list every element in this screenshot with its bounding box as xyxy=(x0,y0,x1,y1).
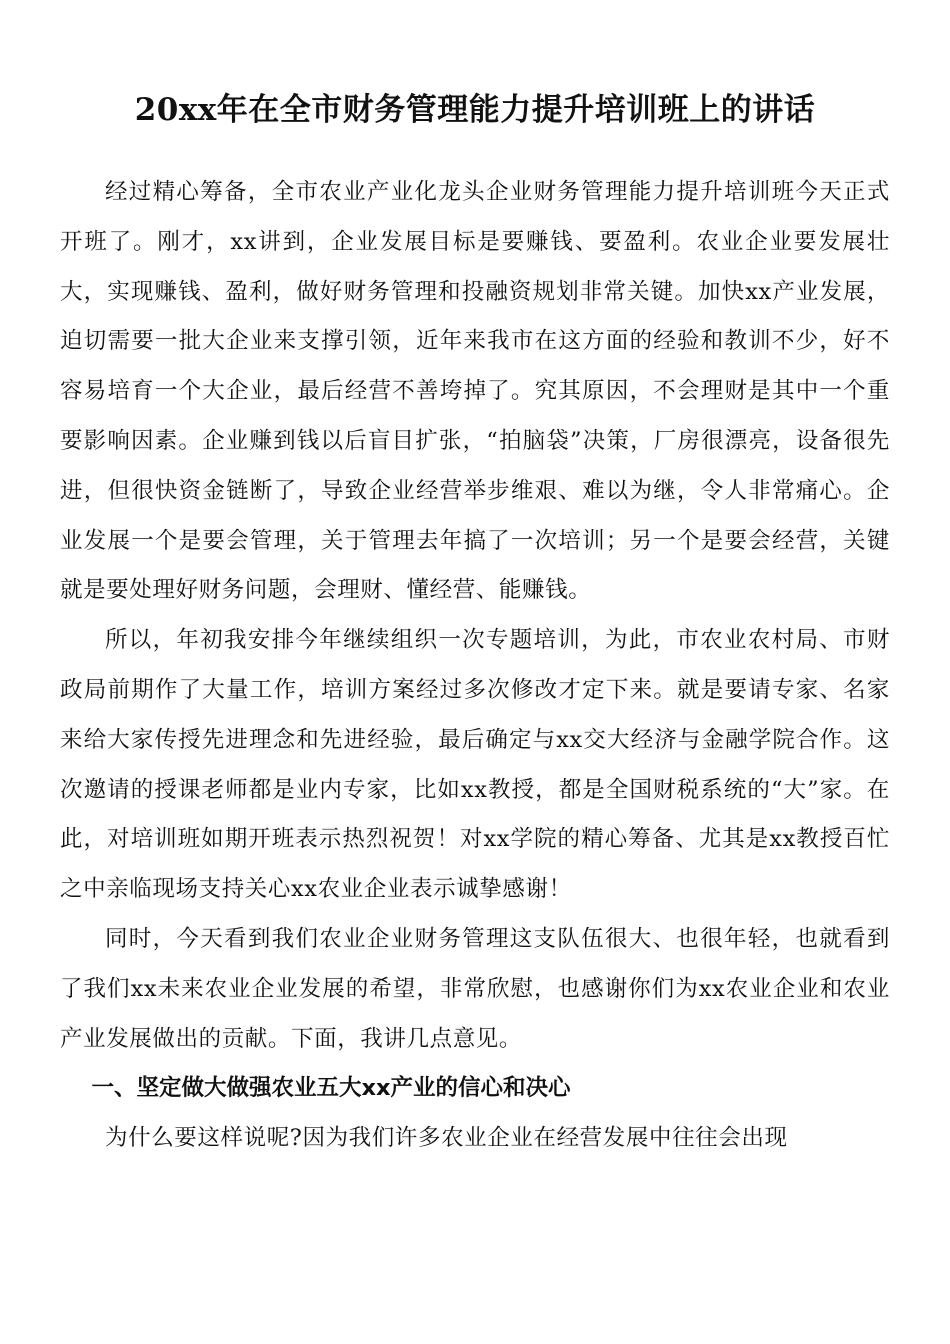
document-title: 20xx年在全市财务管理能力提升培训班上的讲话 xyxy=(134,92,816,128)
body-paragraph-2: 所以，年初我安排今年继续组织一次专题培训，为此，市农业农村局、市财政局前期作了大量工作，培训方案经过多次修改才定下来。就是要请专家、名家来给大家传授先进理念和先进经验，最后确定与xx交大经济与金融学院合作。这次邀请的授课老师都是业内专家，比如xx教授，都是全国财税系统的“大”家。在此，对培训班如期开班表示热烈祝贺！对xx学院的精心筹备、尤其是xx教授百忙之中亲临现场支持关心xx农业企业表示诚挚感谢！ xyxy=(60,627,890,903)
section-heading: 一、坚定做大做强农业五大xx产业的信心和决心 xyxy=(91,1075,571,1102)
body-paragraph-1: 经过精心筹备，全市农业产业化龙头企业财务管理能力提升培训班今天正式开班了。刚才，xx讲到，企业发展目标是要赚钱、要盈利。农业企业要发展壮大，实现赚钱、盈利，做好财务管理和投融资规划非常关键。加快xx产业发展，迫切需要一批大企业来支撑引领，近年来我市在这方面的经验和教训不少，好不容易培育一个大企业，最后经营不善垮掉了。究其原因，不会理财是其中一个重要影响因素。企业赚到钱以后盲目扩张，“拍脑袋”决策，厂房很漂亮，设备很先进，但很快资金链断了，导致企业经营举步维艰、难以为继，令人非常痛心。企业发展一个是要会管理，关于管理去年搞了一次培训；另一个是要会经营，关键就是要处理好财务问题，会理财、懂经营、能赚钱。 xyxy=(60,179,890,604)
section-paragraph: 为什么要这样说呢?因为我们许多农业企业在经营发展中往往会出现 xyxy=(105,1125,788,1152)
body-paragraph-3: 同时，今天看到我们农业企业财务管理这支队伍很大、也很年轻，也就看到了我们xx未来农业企业发展的希望，非常欣慰，也感谢你们为xx农业企业和农业产业发展做出的贡献。下面，我讲几点意见。 xyxy=(60,925,890,1052)
